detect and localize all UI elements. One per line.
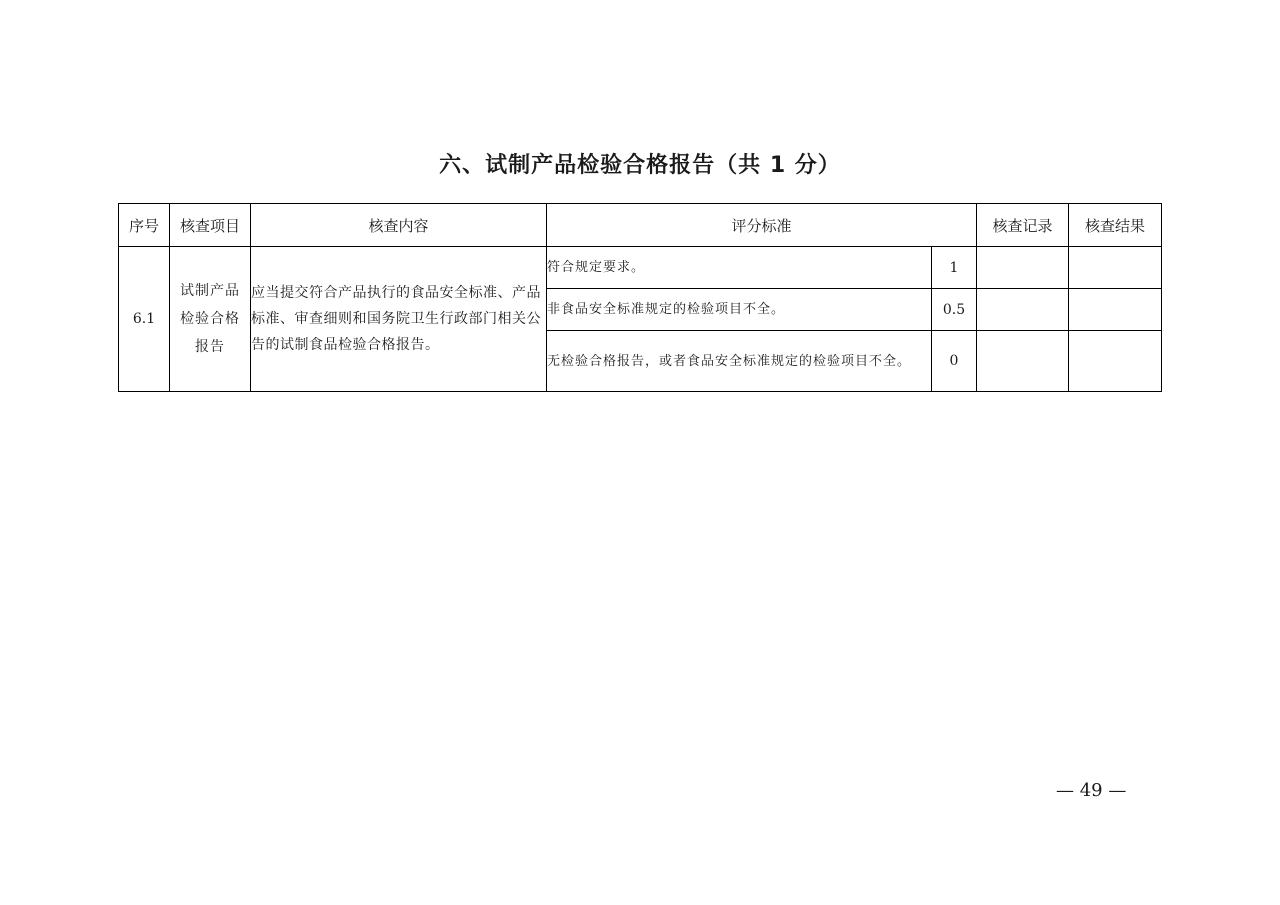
criterion-text: 符合规定要求。: [547, 247, 932, 289]
record-cell: [977, 247, 1069, 289]
result-cell: [1069, 247, 1162, 289]
criterion-score: 0.5: [932, 289, 977, 331]
row-content: 应当提交符合产品执行的食品安全标准、产品标准、审查细则和国务院卫生行政部门相关公告的试制食品检验合格报告。: [251, 247, 547, 392]
criterion-score: 0: [932, 331, 977, 392]
header-content: 核查内容: [251, 204, 547, 247]
result-cell: [1069, 331, 1162, 392]
table-row: [119, 247, 1162, 289]
header-result: 核查结果: [1069, 204, 1162, 247]
page-number: — 49 —: [1056, 780, 1127, 801]
result-cell: [1069, 289, 1162, 331]
header-criteria: 评分标准: [547, 204, 977, 247]
header-record: 核查记录: [977, 204, 1069, 247]
section-title: 六、试制产品检验合格报告（共 1 分）: [439, 153, 841, 178]
table-header-row: [119, 204, 1162, 247]
row-item-line: 报告: [195, 339, 225, 355]
header-item: 核查项目: [170, 204, 251, 247]
inspection-criteria-table: [118, 203, 1162, 392]
row-item-line: 试制产品: [180, 283, 240, 299]
row-seq: 6.1: [119, 247, 170, 392]
criterion-text: 非食品安全标准规定的检验项目不全。: [547, 289, 932, 331]
criterion-text: 无检验合格报告，或者食品安全标准规定的检验项目不全。: [547, 331, 932, 392]
record-cell: [977, 289, 1069, 331]
criterion-score: 1: [932, 247, 977, 289]
header-seq: 序号: [119, 204, 170, 247]
row-item-line: 检验合格: [180, 311, 240, 327]
record-cell: [977, 331, 1069, 392]
row-item: [170, 247, 251, 392]
